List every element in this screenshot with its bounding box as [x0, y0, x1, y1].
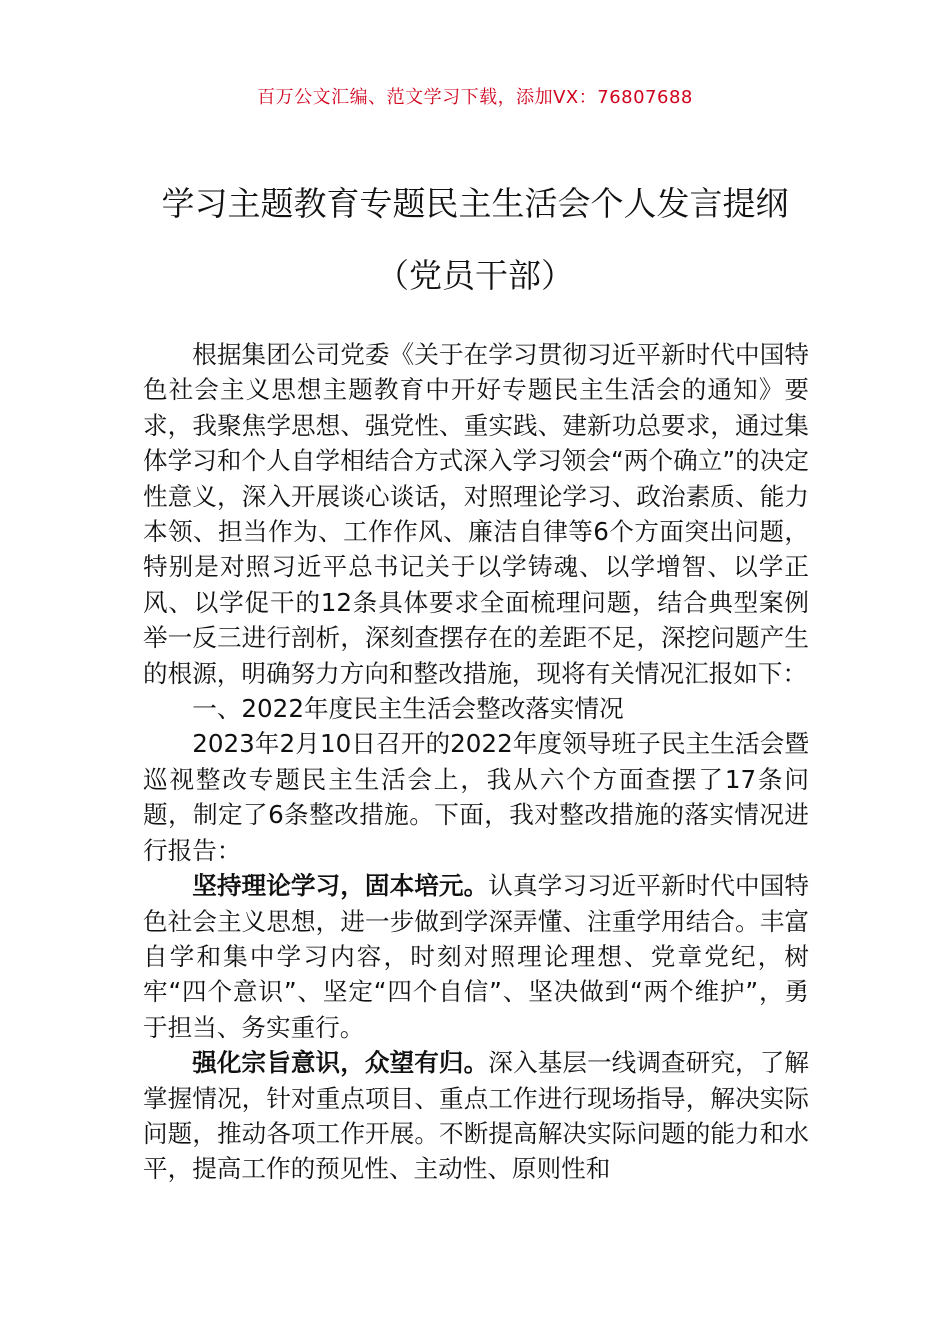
document-body — [143, 337, 809, 1187]
item-text-2: 深入基层一线调查研究，了解掌握情况，针对重点项目、重点工作进行现场指导，解决实际问题，推动各项工作开展。不断提高解决实际问题的能力和水平，提高工作的预见性、主动性、原则性和 — [143, 1048, 809, 1184]
section-paragraph: 2023年2月10日召开的2022年度领导班子民主生活会暨巡视整改专题民主生活会上，我从六个方面查摆了17条问题，制定了6条整改措施。下面，我对整改措施的落实情况进行报告： — [143, 729, 809, 865]
item-text-1: 认真学习习近平新时代中国特色社会主义思想，进一步做到学深弄懂、注重学用结合。丰富自学和集中学习内容，时刻对照理论理想、党章党纪，树牢“四个意识”、坚定“四个自信”、坚决做到“两个维护”，勇于担当、务实重行。 — [143, 871, 809, 1042]
section-heading: 一、2022年度民主生活会整改落实情况 — [192, 694, 624, 724]
item-heading-1: 坚持理论学习，固本培元。 — [192, 871, 489, 901]
item-heading-2: 强化宗旨意识，众望有归。 — [192, 1048, 489, 1078]
item-paragraph-2 — [143, 1045, 809, 1187]
document-title: 学习主题教育专题民主生活会个人发言提纲 （党员干部） — [161, 184, 789, 295]
header-note: 百万公文汇编、范文学习下载，添加VX：76807688 — [257, 87, 693, 108]
item-paragraph-1 — [143, 868, 809, 1045]
intro-paragraph: 根据集团公司党委《关于在学习贯彻习近平新时代中国特色社会主义思想主题教育中开好专题民主生活会的通知》要求，我聚焦学思想、强党性、重实践、建新功总要求，通过集体学习和个人自学相结合方式深入学习领会“两个确立”的决定性意义，深入开展谈心谈话，对照理论学习、政治素质、能力本领、担当作为、工作作风、廉洁自律等6个方面突出问题，特别是对照习近平总书记关于以学铸魂、以学增智、以学正风、以学促干的12条具体要求全面梳理问题，结合典型案例举一反三进行剖析，深刻查摆存在的差距不足，深挖问题产生的根源，明确努力方向和整改措施，现将有关情况汇报如下： — [143, 340, 809, 688]
